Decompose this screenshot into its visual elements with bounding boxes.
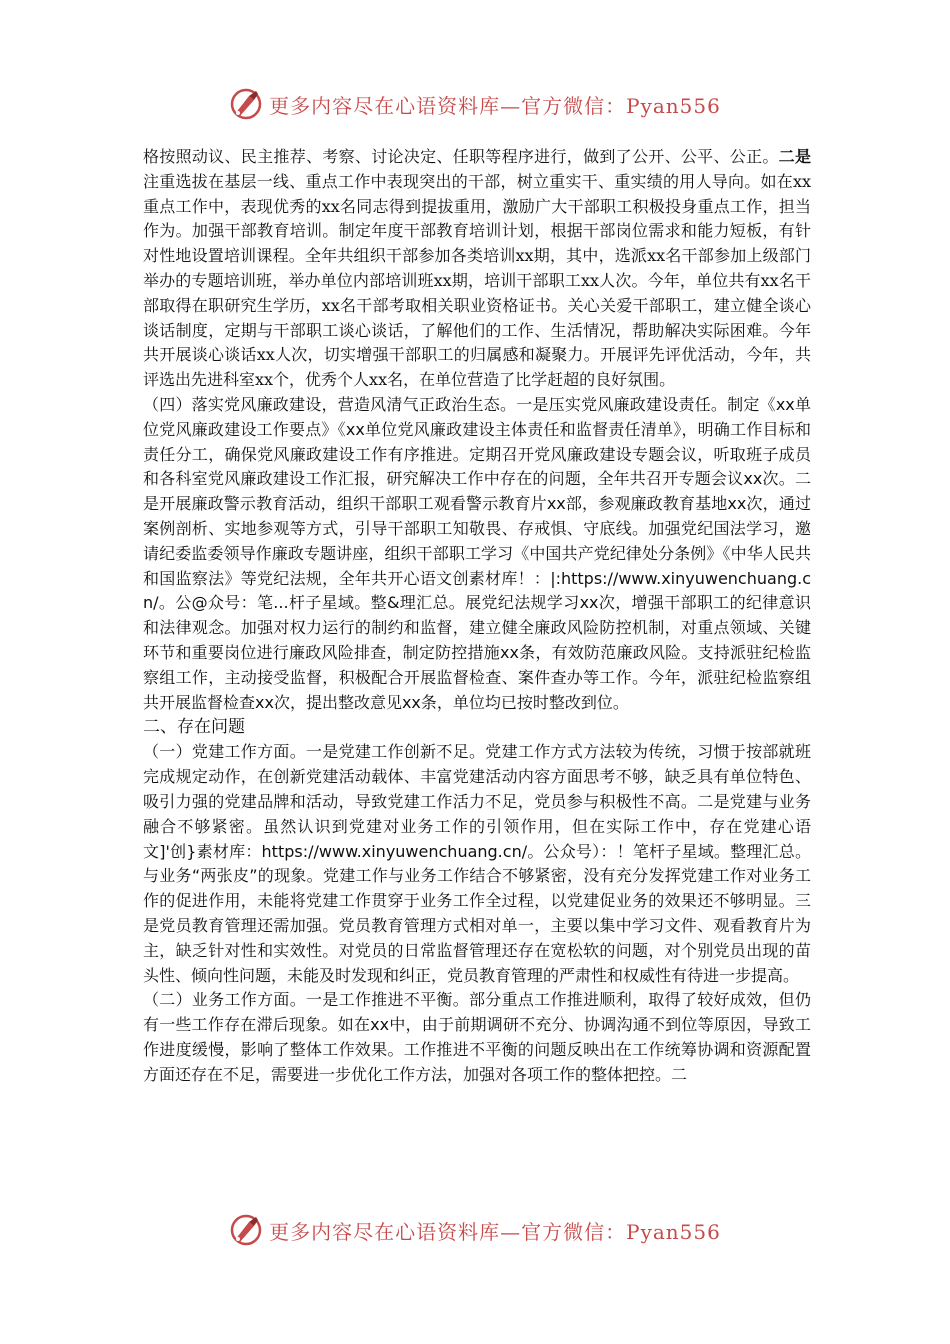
pen-nib-logo-icon: [229, 1213, 263, 1247]
paragraph-party-building-issues: （一）党建工作方面。一是党建工作创新不足。党建工作方式方法较为传统，习惯于按部就班完成规定动作，在创新党建活动载体、丰富党建活动内容方面思考不够，缺乏具有单位特色、吸引力强的党建品牌和活动，导致党建工作活力不足，党员参与积极性不高。二是党建与业务融合不够紧密。虽然认识到党建对业务工作的引领作用，但在实际工作中，存在党建心语文]'创}素材库：https://www.xinyuwenchuang.cn/。公众号）：！笔杆子星域。整理汇总。与业务“两张皮”的现象。党建工作与业务工作结合不够紧密，没有充分发挥党建工作对业务工作的促进作用，未能将党建工作贯穿于业务工作全过程，以党建促业务的效果还不够明显。三是党员教育管理还需加强。党员教育管理方式相对单一，主要以集中学习文件、观看教育片为主，缺乏针对性和实效性。对党员的日常监督管理还存在宽松软的问题，对个别党员出现的苗头性、倾向性问题，未能及时发现和纠正，党员教育管理的严肃性和权威性有待进一步提高。: [143, 742, 811, 985]
footer-banner: [0, 1210, 950, 1250]
paragraph-business-issues: （二）业务工作方面。一是工作推进不平衡。部分重点工作推进顺利，取得了较好成效，但仍有一些工作存在滞后现象。如在xx中，由于前期调研不充分、协调沟通不到位等原因，导致工作进度缓慢，影响了整体工作效果。工作推进不平衡的问题反映出在工作统筹协调和资源配置方面还存在不足，需要进一步优化工作方法，加强对各项工作的整体把控。二: [143, 990, 811, 1084]
text-run: 格按照动议、民主推荐、考察、讨论决定、任职等程序进行，做到了公开、公平、公正。: [143, 147, 779, 166]
section-heading-problems: 二、存在问题: [143, 717, 245, 738]
banner-text: 更多内容尽在心语资料库—官方微信：Pyan556: [269, 93, 721, 118]
paragraph-clean-governance: （四）落实党风廉政建设，营造风清气正政治生态。一是压实党风廉政建设责任。制定《xx单位党风廉政建设工作要点》《xx单位党风廉政建设主体责任和监督责任清单》，明确工作目标和责任分工，确保党风廉政建设工作有序推进。定期召开党风廉政建设专题会议，听取班子成员和各科室党风廉政建设工作汇报，研究解决工作中存在的问题，全年共召开专题会议xx次。二是开展廉政警示教育活动，组织干部职工观看警示教育片xx部，参观廉政教育基地xx次，通过案例剖析、实地参观等方式，引导干部职工知敬畏、存戒惧、守底线。加强党纪国法学习，邀请纪委监委领导作廉政专题讲座，组织干部职工学习《中国共产党纪律处分条例》《中华人民共和国监察法》等党纪法规，全年共开心语文创素材库！：|:https://www.xinyuwenchuang.cn/。公@众号：笔...杆子星域。整&理汇总。展党纪法规学习xx次，增强干部职工的纪律意识和法律观念。加强对权力运行的制约和监督，建立健全廉政风险防控机制，对重点领域、关键环节和重要岗位进行廉政风险排查，制定防控措施xx条，有效防范廉政风险。支持派驻纪检监察组工作，主动接受监督，积极配合开展监督检查、案件查办等工作。今年，派驻纪检监察组共开展监督检查xx次，提出整改意见xx条，单位均已按时整改到位。: [143, 394, 811, 712]
banner-text: 更多内容尽在心语资料库—官方微信：Pyan556: [269, 1219, 721, 1244]
pen-nib-logo-icon: [229, 87, 263, 121]
header-banner: [0, 84, 950, 124]
paragraph-cadre-training: [143, 145, 811, 393]
document-body: [143, 145, 811, 1087]
text-run: 注重选拔在基层一线、重点工作中表现突出的干部，树立重实干、重实绩的用人导向。如在xx重点工作中，表现优秀的xx名同志得到提拔重用，激励广大干部职工积极投身重点工作，担当作为。加强干部教育培训。制定年度干部教育培训计划，根据干部岗位需求和能力短板，有针对性地设置培训课程。全年共组织干部参加各类培训xx期，其中，选派xx名干部参加上级部门举办的专题培训班，举办单位内部培训班xx期，培训干部职工xx人次。今年，单位共有xx名干部取得在职研究生学历，xx名干部考取相关职业资格证书。关心关爱干部职工，建立健全谈心谈话制度，定期与干部职工谈心谈话，了解他们的工作、生活情况，帮助解决实际困难。今年共开展谈心谈话xx人次，切实增强干部职工的归属感和凝聚力。开展评先评优活动，今年，共评选出先进科室xx个，优秀个人xx名，在单位营造了比学赶超的良好氛围。: [143, 171, 811, 390]
bold-run: 二是: [778, 147, 811, 166]
